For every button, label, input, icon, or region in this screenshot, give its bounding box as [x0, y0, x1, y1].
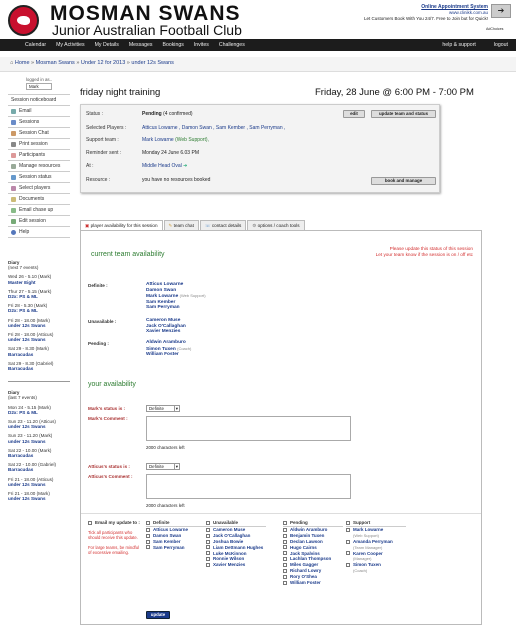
sidebar-item-label: Print session [19, 141, 48, 147]
sidebar-item-label: Manage resources [19, 163, 61, 169]
resources-icon [11, 164, 16, 169]
email-column [206, 520, 266, 568]
email-recipient[interactable]: Sam Perryman [146, 545, 206, 551]
list-item[interactable]: Cameron Muse [146, 318, 181, 323]
sidebar-item-label: Session Chat [19, 130, 49, 136]
email-recipient[interactable]: Ronnie Wilson [206, 556, 266, 562]
nav-my-details[interactable]: My Details [94, 42, 119, 48]
tab-label: options / coach tools [257, 223, 300, 228]
definite-list [146, 282, 206, 311]
players-icon [11, 186, 16, 191]
diary-event[interactable]: Fri 28 - 18.00 (Atticus) under 12s Swans [8, 332, 54, 343]
email-recipient[interactable]: Miles Gagger [283, 562, 343, 568]
nav-invites[interactable]: Invites [193, 42, 209, 48]
list-item[interactable]: Atticus Lowarne [146, 282, 184, 287]
email-recipient[interactable]: Hugo Cairns [283, 545, 343, 551]
column-header[interactable]: Pending [283, 520, 343, 527]
sidebar-item-label: Select players [19, 185, 51, 191]
mark-comment-input[interactable] [146, 416, 351, 441]
diary-last [8, 390, 70, 501]
pending-list [146, 340, 191, 358]
list-item[interactable]: Sam Kember [146, 299, 176, 305]
reminder-value: Monday 24 June 6.03 PM [142, 150, 199, 156]
edit-icon [11, 219, 16, 224]
book-manage-button[interactable]: book and manage [371, 177, 436, 185]
ad-choices[interactable]: AdChoices [486, 27, 504, 31]
tab-options[interactable] [247, 220, 304, 230]
definite-label: Definite : [88, 283, 108, 288]
edit-button[interactable]: edit [343, 110, 365, 118]
tab-contact[interactable] [200, 220, 246, 230]
status-warning: Please update this status of this session Let your team know if the session is on / off etc [375, 246, 473, 257]
email-recipient[interactable]: Atticus Lowarne [146, 527, 206, 533]
chase-icon [11, 208, 16, 213]
availability-panel [80, 230, 482, 625]
sidebar-item-documents[interactable] [8, 194, 70, 205]
nav-logout[interactable]: logout [493, 42, 508, 48]
print-icon [11, 142, 16, 147]
sidebar-item-status[interactable] [8, 172, 70, 183]
tab-team-chat[interactable] [164, 220, 199, 230]
home-icon[interactable]: ⌂ [10, 60, 14, 66]
sidebar-item-email-chase[interactable] [8, 205, 70, 216]
nav-calendar[interactable]: Calendar [25, 42, 47, 48]
atticus-status-select[interactable]: Definite ▾ [146, 463, 180, 470]
email-recipient[interactable]: Karen Cooper [346, 551, 406, 557]
status-value: Pending [142, 111, 162, 117]
session-title: friday night training [80, 87, 161, 98]
diary-event[interactable]: Wed 26 - 5.10 (Mark) Master Eight [8, 274, 52, 285]
list-item[interactable]: Jack O'Callaghan [146, 323, 186, 329]
unavailable-list [146, 318, 186, 335]
email-recipient[interactable]: Rory O'Shea [283, 574, 343, 580]
nav-help[interactable]: help & support [442, 42, 476, 48]
sidebar-item-label: Edit session [19, 218, 46, 224]
resource-label: Resource : [86, 177, 111, 183]
email-note: Tick all participants who should receive this update. For large teams, be mindful of excessive emailing. [88, 530, 139, 555]
sidebar-item-label: Email [19, 108, 32, 114]
documents-icon [11, 197, 16, 202]
club-subtitle: Junior Australian Football Club [52, 22, 242, 38]
update-button[interactable]: update [146, 611, 170, 619]
diary-event[interactable]: Sun 23 - 11.20 (Atticus) under 12s Swans [8, 419, 56, 430]
diary-event[interactable]: Sat 29 - 8.30 (Gabriel) Barracudas [8, 360, 54, 372]
email-recipient[interactable]: Xavier Menzies [206, 562, 266, 568]
nav-bookings[interactable]: Bookings [162, 42, 184, 48]
diary-title: Diary (next 7 events) [8, 260, 39, 271]
status-label: Status : [86, 111, 103, 117]
status-icon [11, 175, 16, 180]
sidebar-item-help[interactable] [8, 227, 70, 238]
resource-value: you have no resources booked [142, 177, 211, 183]
calendar-icon: ▣ [85, 223, 90, 228]
breadcrumb-home[interactable]: Home [14, 60, 30, 66]
diary-event[interactable]: Sat 22 - 10.00 (Gabriel) Barracudas [8, 462, 57, 473]
column-header[interactable]: Unavailable [206, 520, 266, 527]
list-item[interactable]: Sam Perryman [146, 305, 180, 311]
ad-block [338, 4, 488, 22]
sidebar-item-participants[interactable] [8, 150, 70, 161]
role-note: (Team Manager) [353, 544, 383, 550]
club-title: MOSMAN SWANS [50, 2, 241, 25]
support-label: Support team : [86, 137, 119, 143]
unavailable-label: Unavailable : [88, 319, 117, 324]
email-recipient[interactable]: William Foster [283, 580, 343, 586]
email-recipient[interactable]: Jack O'Callaghan [206, 533, 266, 539]
sidebar-item-label: Email chase up [19, 207, 54, 213]
diary-event[interactable]: Fri 21 - 18.00 (Mark) under 12s Swans [8, 491, 50, 502]
your-availability-heading: your availability [88, 381, 136, 388]
sidebar-item-session-chat[interactable] [8, 128, 70, 139]
mark-status-label: Mark's status is : [88, 406, 126, 411]
tab-label: player availability for this session [90, 223, 158, 228]
mark-chars-left: 2000 characters left [146, 445, 185, 450]
ad-text: Let Customers Book With You 24/7. Free to Join but for Quick! [363, 16, 488, 21]
sidebar-item-label: Session status [19, 174, 52, 180]
email-recipient[interactable]: Sam Kember [146, 539, 206, 545]
players-label: Selected Players : [86, 125, 127, 131]
tab-availability[interactable] [80, 220, 163, 230]
list-item[interactable]: Aldwin Aramburo [146, 340, 186, 345]
ad-arrow-icon[interactable]: ➔ [491, 4, 511, 18]
breadcrumb: ⌂ Home » Mosman Swans » Under 12 for 2013 » under 12s Swans [0, 57, 516, 72]
sidebar-item-print[interactable] [8, 139, 70, 150]
sidebar-item-label: Sessions [19, 119, 40, 125]
email-column [346, 520, 406, 574]
email-column [283, 520, 343, 586]
map-pin-icon[interactable]: ➜ [183, 163, 188, 169]
sidebar-item-label: Documents [19, 196, 45, 202]
email-recipient[interactable]: Jack Spalvins [283, 551, 343, 557]
email-recipient[interactable]: Lachlan Thompson [283, 556, 343, 562]
column-header[interactable]: Support [346, 520, 406, 527]
email-update-checkbox[interactable] [88, 521, 92, 525]
sidebar-item-sessions[interactable] [8, 117, 70, 128]
email-recipient[interactable]: Mark Lowarne [346, 527, 406, 533]
email-recipient[interactable]: Cameron Muse [206, 527, 266, 533]
update-team-button[interactable]: update team and status [371, 110, 436, 118]
atticus-comment-label: Atticus's Comment : [88, 474, 133, 479]
club-logo [8, 5, 39, 36]
email-recipient[interactable]: Declan Lawson [283, 539, 343, 545]
user-select[interactable]: Mark [26, 83, 52, 90]
diary-event[interactable]: Fri 28 - 5.30 (Mark) D2x: PS & ML [8, 303, 48, 314]
phone-icon: ☏ [204, 223, 211, 228]
diary-event[interactable]: Sun 23 - 11.20 (Mark) under 12s Swans [8, 433, 53, 444]
status-note: (4 confirmed) [163, 111, 193, 117]
sidebar [8, 77, 70, 502]
email-recipient[interactable]: Luke McKinnon [206, 551, 266, 557]
support-value[interactable]: Mark Lowarne [142, 137, 174, 143]
atticus-comment-input[interactable] [146, 474, 351, 499]
nav-my-activities[interactable]: My Activities [56, 42, 85, 48]
role-note: (Coach) [353, 568, 368, 574]
session-date: Friday, 28 June @ 6:00 PM - 7:00 PM [315, 87, 474, 98]
help-icon [11, 230, 16, 235]
diary-event[interactable]: Sat 29 - 8.30 (Mark) Barracudas [8, 346, 49, 357]
email-recipient[interactable]: Simon Tuxen [346, 562, 406, 568]
diary-event[interactable]: Sat 22 - 10.00 (Mark) Barracudas [8, 447, 52, 459]
mark-comment-label: Mark's Comment : [88, 416, 128, 421]
email-columns [146, 520, 476, 600]
current-availability-heading: current team availability [91, 251, 165, 258]
breadcrumb-team[interactable]: under 12s Swans [131, 60, 174, 66]
list-item[interactable]: Mark Lowarne (Web Support) [146, 293, 206, 300]
chevron-down-icon: ▾ [175, 464, 178, 469]
column-header[interactable]: Definite [146, 520, 206, 527]
email-recipient[interactable]: Damon Swan [146, 533, 206, 539]
tab-label: team chat [173, 223, 194, 228]
diary-event[interactable]: Fri 28 - 18.00 (Mark) under 12s Swans [8, 317, 50, 328]
email-recipient[interactable]: Richard Lowry [283, 568, 343, 574]
logged-in-label: logged in as.. [25, 77, 53, 82]
sidebar-item-email[interactable] [8, 106, 70, 117]
sessions-icon [11, 120, 16, 125]
role-note: (Manager) [353, 556, 372, 562]
email-icon [11, 109, 16, 114]
sidebar-item-label: Help [19, 229, 30, 235]
chevron-down-icon: ▾ [175, 406, 178, 411]
diary-event[interactable]: Fri 21 - 18.00 (Atticus) under 12s Swans [8, 476, 54, 487]
nav-challenges[interactable]: Challenges [218, 42, 245, 48]
nav-messages[interactable]: Messages [128, 42, 153, 48]
email-recipient[interactable]: Benjamin Tuxen [283, 533, 343, 539]
diary-title: Diary (last 7 events) [8, 390, 37, 401]
list-item[interactable]: Xavier Menzies [146, 329, 181, 335]
sidebar-item-edit[interactable] [8, 216, 70, 227]
atticus-status-label: Atticus's status is : [88, 464, 130, 469]
sidebar-item-resources[interactable] [8, 161, 70, 172]
mark-status-select[interactable]: Definite ▾ [146, 405, 180, 412]
sidebar-item-label: Session noticeboard [11, 97, 57, 103]
pending-label: Pending : [88, 341, 109, 346]
sidebar-item-label: Participants [19, 152, 46, 158]
email-column [146, 520, 206, 551]
atticus-chars-left: 2000 characters left [146, 503, 185, 508]
location-link[interactable]: Middle Head Oval [142, 163, 182, 169]
list-item[interactable]: Damon Swan [146, 287, 177, 293]
email-recipient[interactable]: Liam Dettmann Hughes [206, 545, 266, 551]
list-item[interactable]: Simon Tuxen (Coach) [146, 345, 192, 352]
diary-event[interactable]: Thur 27 - 5.15 (Mark) D2x: PS & ML [8, 288, 52, 300]
ad-url[interactable]: www.clinikk.com.au [448, 10, 488, 15]
list-item[interactable]: William Foster [146, 352, 179, 358]
location-label: At : [86, 163, 94, 169]
sidebar-menu [8, 94, 70, 238]
chat-icon: ✎ [168, 223, 173, 228]
tools-icon: ⚙ [252, 223, 257, 228]
session-info-box [80, 104, 440, 193]
email-recipient[interactable]: Amanda Perryman [346, 539, 406, 545]
top-nav [0, 39, 516, 51]
role-note: (Web Support) [353, 532, 379, 538]
breadcrumb-season[interactable]: Under 12 for 2013 [80, 60, 126, 66]
email-recipient[interactable]: Aldwin Aramburo [283, 527, 343, 533]
email-recipient[interactable]: Joshua Bowie [206, 539, 266, 545]
chat-icon [11, 131, 16, 136]
session-tabs [80, 220, 306, 230]
diary-event[interactable]: Mon 24 - 5.15 (Mark) D2x: PS & ML [8, 404, 51, 415]
participants-icon [11, 153, 16, 158]
tab-label: contact details [211, 223, 242, 228]
players-value[interactable]: Atticus Lowarne , Damon Swan , Sam Kember , Sam Perryman , [142, 125, 286, 131]
sidebar-item-noticeboard[interactable] [8, 95, 70, 106]
diary-next [8, 260, 70, 371]
ad-title-link[interactable]: Online Appointment System [421, 4, 488, 10]
reminder-label: Reminder sent : [86, 150, 122, 156]
support-note: (Web Support), [175, 137, 209, 143]
email-update-label: Email my update to : [88, 520, 140, 525]
breadcrumb-club[interactable]: Mosman Swans [35, 60, 75, 66]
sidebar-item-select-players[interactable] [8, 183, 70, 194]
